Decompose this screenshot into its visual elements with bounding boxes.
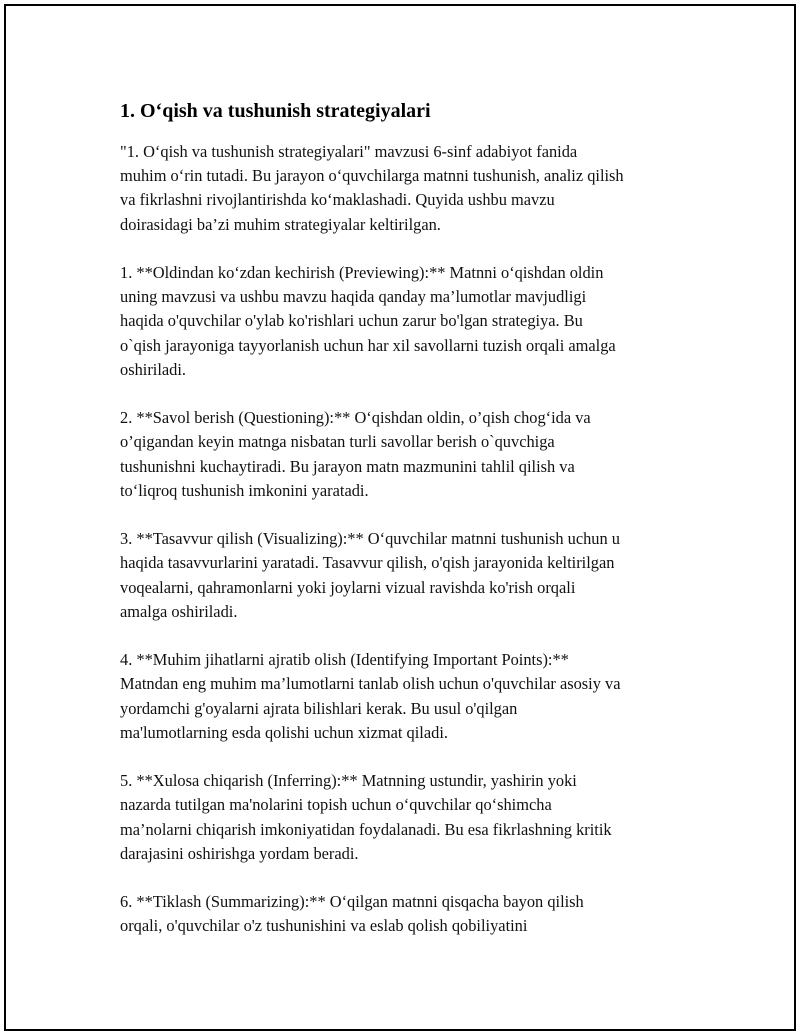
text-line: doirasidagi ba’zi muhim strategiyalar keltirilgan.	[120, 214, 441, 234]
text-line: "1. O‘qish va tushunish strategiyalari" mavzusi 6-sinf adabiyot fanida	[120, 142, 578, 161]
text-line: uning mavzusi va ushbu mavzu haqida qanday ma’lumotlar mavjudligi	[120, 287, 587, 307]
text-line: to‘liqroq tushunish imkonini yaratadi.	[120, 480, 369, 500]
text-line: oshiriladi.	[120, 359, 187, 379]
text-line: nazarda tutilgan ma'nolarini topish uchun o‘quvchilar qo‘shimcha	[120, 795, 552, 815]
paragraph	[120, 890, 700, 938]
text-line: tushunishni kuchaytiradi. Bu jarayon matn mazmunini tahlil qilish va	[120, 456, 575, 476]
paragraph	[120, 648, 700, 745]
text-line: haqida tasavvurlarini yaratadi. Tasavvur qilish, o'qish jarayonida keltirilgan	[120, 553, 615, 573]
text-line: orqali, o'quvchilar o'z tushunishini va eslab qolish qobiliyatini	[120, 916, 528, 936]
text-line: o`qish jarayoniga tayyorlanish uchun har xil savollarni tuzish orqali amalga	[120, 335, 616, 355]
text-line: va fikrlashni rivojlantirishda ko‘maklashadi. Quyida ushbu mavzu	[120, 190, 555, 210]
text-line: 2. **Savol berish (Questioning):** O‘qishdan oldin, o’qish chog‘ida va	[120, 408, 591, 428]
text-line: ma’nolarni chiqarish imkoniyatidan foydalanadi. Bu esa fikrlashning kritik	[120, 819, 612, 839]
text-line: yordamchi g'oyalarni ajrata bilishlari kerak. Bu usul o'qilgan	[120, 698, 518, 718]
document-title: 1. O‘qish va tushunish strategiyalari	[120, 100, 431, 122]
paragraph	[120, 406, 700, 503]
text-line: Matndan eng muhim ma’lumotlarni tanlab olish uchun o'quvchilar asosiy va	[120, 674, 621, 694]
paragraph	[120, 140, 700, 237]
paragraph-list	[120, 140, 700, 939]
text-line: o’qigandan keyin matnga nisbatan turli savollar berish o`quvchiga	[120, 432, 555, 452]
text-line: amalga oshiriladi.	[120, 601, 238, 621]
text-line: 3. **Tasavvur qilish (Visualizing):** O‘quvchilar matnni tushunish uchun u	[120, 529, 620, 549]
text-line: 5. **Xulosa chiqarish (Inferring):** Matnning ustundir, yashirin yoki	[120, 771, 577, 791]
paragraph	[120, 527, 700, 624]
text-line: ma'lumotlarning esda qolishi uchun xizmat qiladi.	[120, 722, 448, 742]
text-line: 1. **Oldindan ko‘zdan kechirish (Previewing):** Matnni o‘qishdan oldin	[120, 263, 604, 282]
text-line: voqealarni, qahramonlarni yoki joylarni vizual ravishda ko'rish orqali	[120, 577, 576, 597]
page-frame	[4, 4, 796, 1031]
paragraph	[120, 261, 700, 382]
text-line: muhim o‘rin tutadi. Bu jarayon o‘quvchilarga matnni tushunish, analiz qilish	[120, 166, 624, 186]
paragraph	[120, 769, 700, 866]
text-line: darajasini oshirishga yordam beradi.	[120, 843, 359, 863]
text-line: haqida o'quvchilar o'ylab ko'rishlari uchun zarur bo'lgan strategiya. Bu	[120, 311, 583, 331]
text-line: 6. **Tiklash (Summarizing):** O‘qilgan matnni qisqacha bayon qilish	[120, 892, 584, 912]
text-line: 4. **Muhim jihatlarni ajratib olish (Identifying Important Points):**	[120, 650, 569, 670]
document-body	[120, 98, 700, 963]
